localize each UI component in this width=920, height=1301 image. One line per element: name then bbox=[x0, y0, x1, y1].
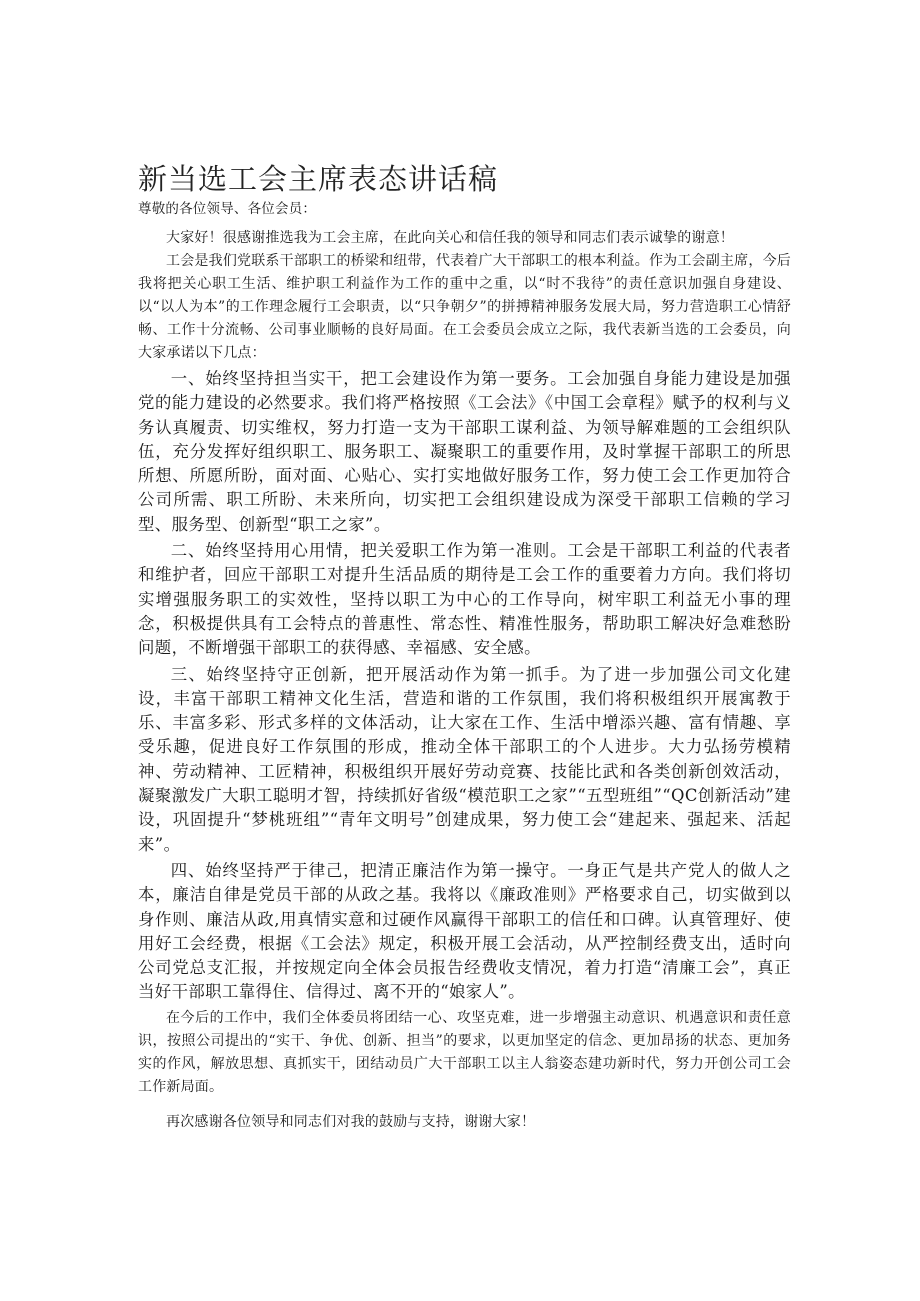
document-body bbox=[138, 198, 791, 1134]
paragraph-point-3: 三、始终坚持守正创新，把开展活动作为第一抓手。为了进一步加强公司文化建设，丰富干部职工精神文化生活，营造和谐的工作氛围，我们将积极组织开展寓教于乐、丰富多彩、形式多样的文体活动，让大家在工作、生活中增添兴趣、富有情趣、享受乐趣，促进良好工作氛围的形成，推动全体干部职工的个人进步。大力弘扬劳模精神、劳动精神、工匠精神，积极组织开展好劳动竞赛、技能比武和各类创新创效活动，凝聚激发广大职工聪明才智，持续抓好省级“模范职工之家”“五型班组”“QC创新活动”建设，巩固提升“梦桃班组”“青年文明号”创建成果，努力使工会“建起来、强起来、活起来”。 bbox=[138, 664, 791, 854]
paragraph-conclusion: 在今后的工作中，我们全体委员将团结一心、攻坚克难，进一步增强主动意识、机遇意识和责任意识，按照公司提出的“实干、争优、创新、担当”的要求，以更加坚定的信念、更加昂扬的状态、更加务实的作风，解放思想、真抓实干，团结动员广大干部职工以主人翁姿态建功新时代，努力开创公司工会工作新局面。 bbox=[138, 1009, 791, 1095]
document-title: 新当选工会主席表态讲话稿 bbox=[138, 162, 499, 197]
paragraph-thanks: 再次感谢各位领导和同志们对我的鼓励与支持，谢谢大家！ bbox=[166, 1113, 536, 1130]
paragraph-greeting: 大家好！很感谢推选我为工会主席，在此向关心和信任我的领导和同志们表示诚挚的谢意！ bbox=[166, 230, 734, 246]
salutation: 尊敬的各位领导、各位会员： bbox=[138, 201, 317, 217]
paragraph-point-2: 二、始终坚持用心用情，把关爱职工作为第一准则。工会是干部职工利益的代表者和维护者，回应干部职工对提升生活品质的期待是工会工作的重要着力方向。我们将切实增强服务职工的实效性，坚持以职工为中心的工作导向，树牢职工利益无小事的理念，积极提供具有工会特点的普惠性、常态性、精准性服务，帮助职工解决好急难愁盼问题，不断增强干部职工的获得感、幸福感、安全感。 bbox=[138, 541, 791, 658]
paragraph-intro: 工会是我们党联系干部职工的桥梁和纽带，代表着广大干部职工的根本利益。作为工会副主席，今后我将把关心职工生活、维护职工利益作为工作的重中之重，以“时不我待”的责任意识加强自身建设、以“以人为本”的工作理念履行工会职责，以“只争朝夕”的拼搏精神服务发展大局，努力营造职工心情舒畅、工作十分流畅、公司事业顺畅的良好局面。在工会委员会成立之际，我代表新当选的工会委员，向大家承诺以下几点： bbox=[138, 253, 791, 361]
paragraph-point-1: 一、始终坚持担当实干，把工会建设作为第一要务。工会加强自身能力建设是加强党的能力建设的必然要求。我们将严格按照《工会法》《中国工会章程》赋予的权利与义务认真履责、切实维权，努力打造一支为干部职工谋利益、为领导解难题的工会组织队伍，充分发挥好组织职工、服务职工、凝聚职工的重要作用，及时掌握干部职工的所思所想、所愿所盼，面对面、心贴心、实打实地做好服务工作，努力使工会工作更加符合公司所需、职工所盼、未来所向，切实把工会组织建设成为深受干部职工信赖的学习型、服务型、创新型“职工之家”。 bbox=[138, 369, 791, 534]
paragraph-point-4: 四、始终坚持严于律己，把清正廉洁作为第一操守。一身正气是共产党人的做人之本，廉洁自律是党员干部的从政之基。我将以《廉政准则》严格要求自己，切实做到以身作则、廉洁从政,用真情实意和过硬作风赢得干部职工的信任和口碑。认真管理好、使用好工会经费，根据《工会法》规定，积极开展工会活动，从严控制经费支出，适时向公司党总支汇报，并按规定向全体会员报告经费收支情况，着力打造“清廉工会”，真正当好干部职工靠得住、信得过、离不开的“娘家人”。 bbox=[138, 860, 791, 1002]
